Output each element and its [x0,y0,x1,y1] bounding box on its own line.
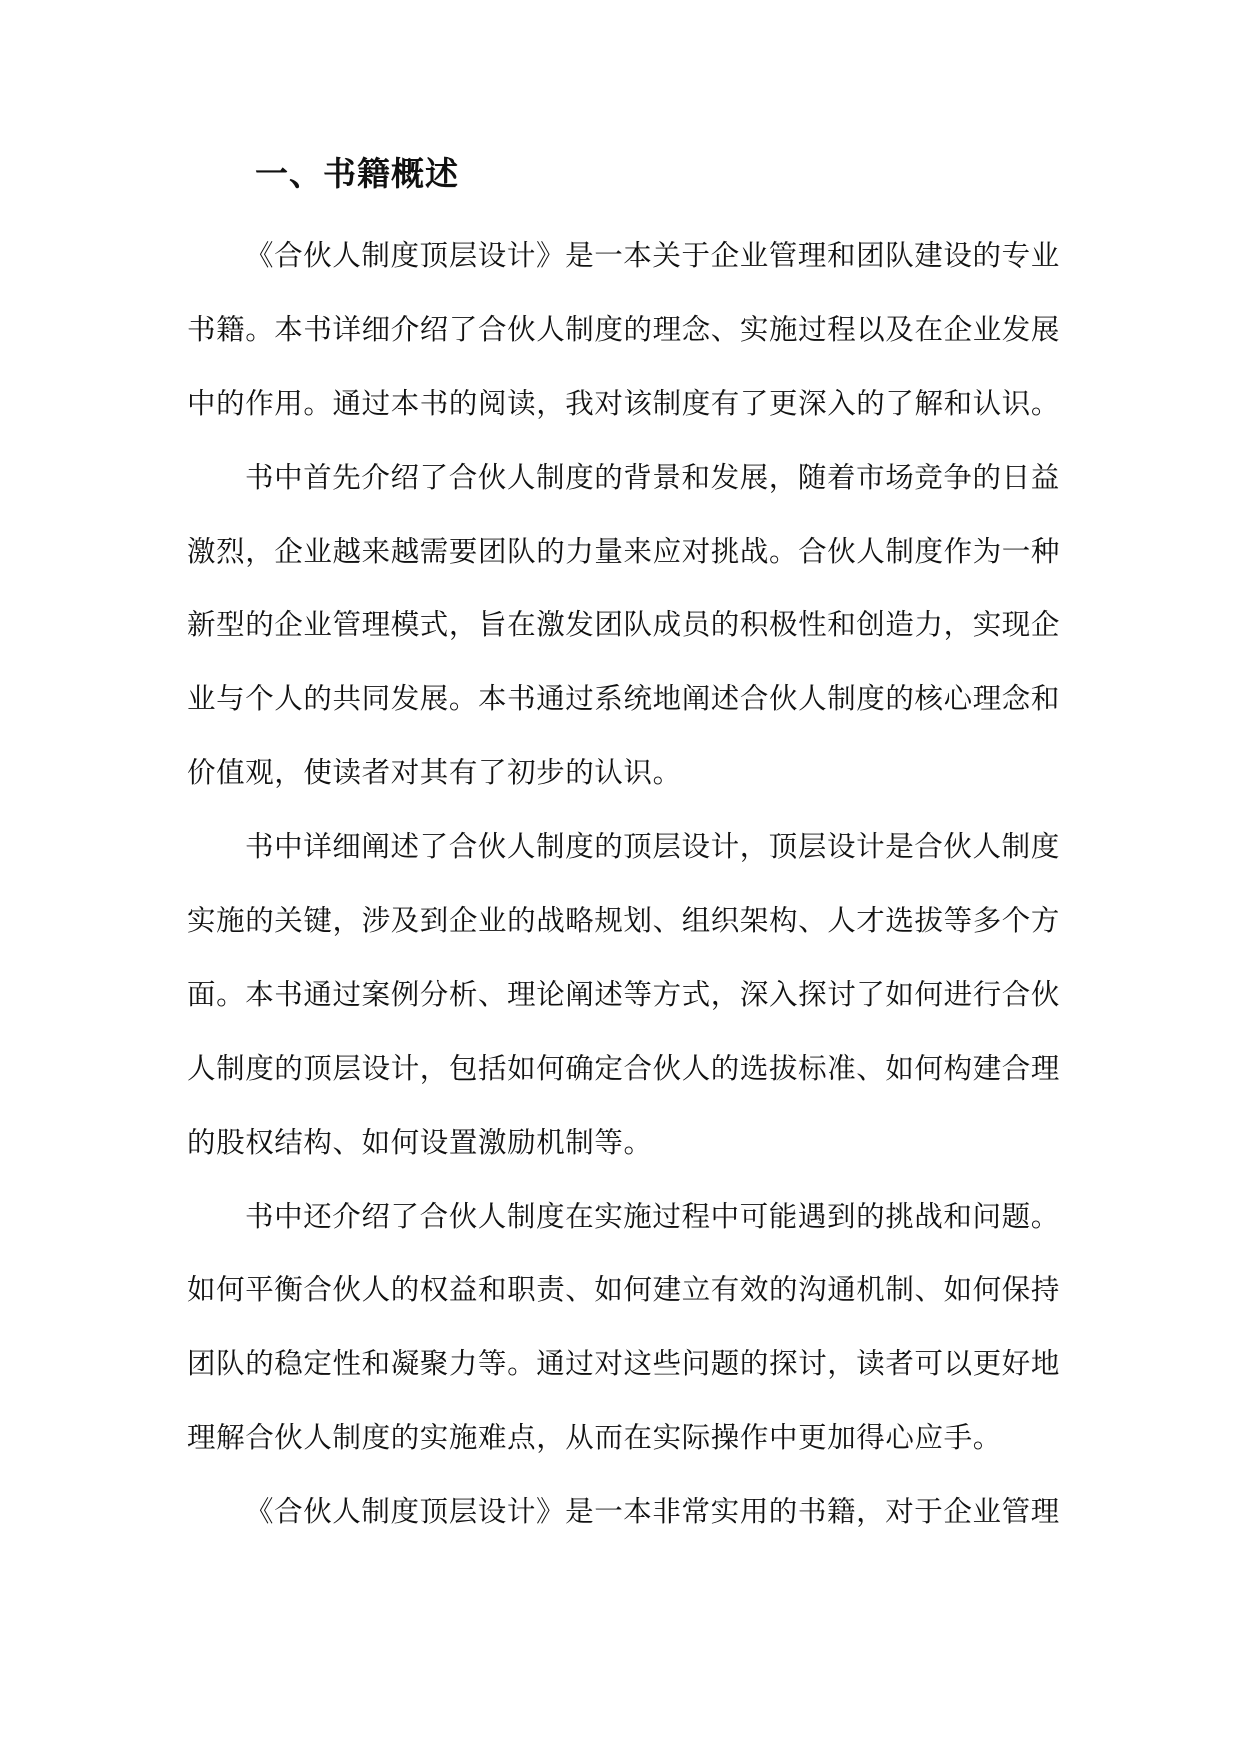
text-line: 实施的关键，涉及到企业的战略规划、组织架构、人才选拔等多个方 [187,904,1061,938]
text-line: 书籍。本书详细介绍了合伙人制度的理念、实施过程以及在企业发展 [187,312,1061,346]
text-line: 人制度的顶层设计，包括如何确定合伙人的选拔标准、如何构建合理 [187,1051,1061,1085]
section-heading: 一、书籍概述 [255,154,459,193]
text-line: 面。本书通过案例分析、理论阐述等方式，深入探讨了如何进行合伙 [187,977,1061,1011]
text-line: 的股权结构、如何设置激励机制等。 [187,1125,653,1159]
text-line: 书中还介绍了合伙人制度在实施过程中可能遇到的挑战和问题。 [245,1199,1060,1233]
body-text [187,228,1067,1558]
text-line: 《合伙人制度顶层设计》是一本非常实用的书籍，对于企业管理 [245,1495,1060,1529]
text-line: 新型的企业管理模式，旨在激发团队成员的积极性和创造力，实现企 [187,608,1061,642]
text-line: 如何平衡合伙人的权益和职责、如何建立有效的沟通机制、如何保持 [187,1273,1061,1307]
text-line: 书中首先介绍了合伙人制度的背景和发展，随着市场竞争的日益 [245,460,1060,494]
text-line: 书中详细阐述了合伙人制度的顶层设计，顶层设计是合伙人制度 [245,830,1060,864]
text-line: 中的作用。通过本书的阅读，我对该制度有了更深入的了解和认识。 [187,386,1061,420]
text-line: 团队的稳定性和凝聚力等。通过对这些问题的探讨，读者可以更好地 [187,1347,1061,1381]
text-line: 理解合伙人制度的实施难点，从而在实际操作中更加得心应手。 [187,1421,1002,1455]
text-line: 激烈，企业越来越需要团队的力量来应对挑战。合伙人制度作为一种 [187,534,1061,568]
text-line: 《合伙人制度顶层设计》是一本关于企业管理和团队建设的专业 [245,239,1060,272]
text-line: 业与个人的共同发展。本书通过系统地阐述合伙人制度的核心理念和 [187,682,1061,716]
text-line: 价值观，使读者对其有了初步的认识。 [187,756,682,790]
